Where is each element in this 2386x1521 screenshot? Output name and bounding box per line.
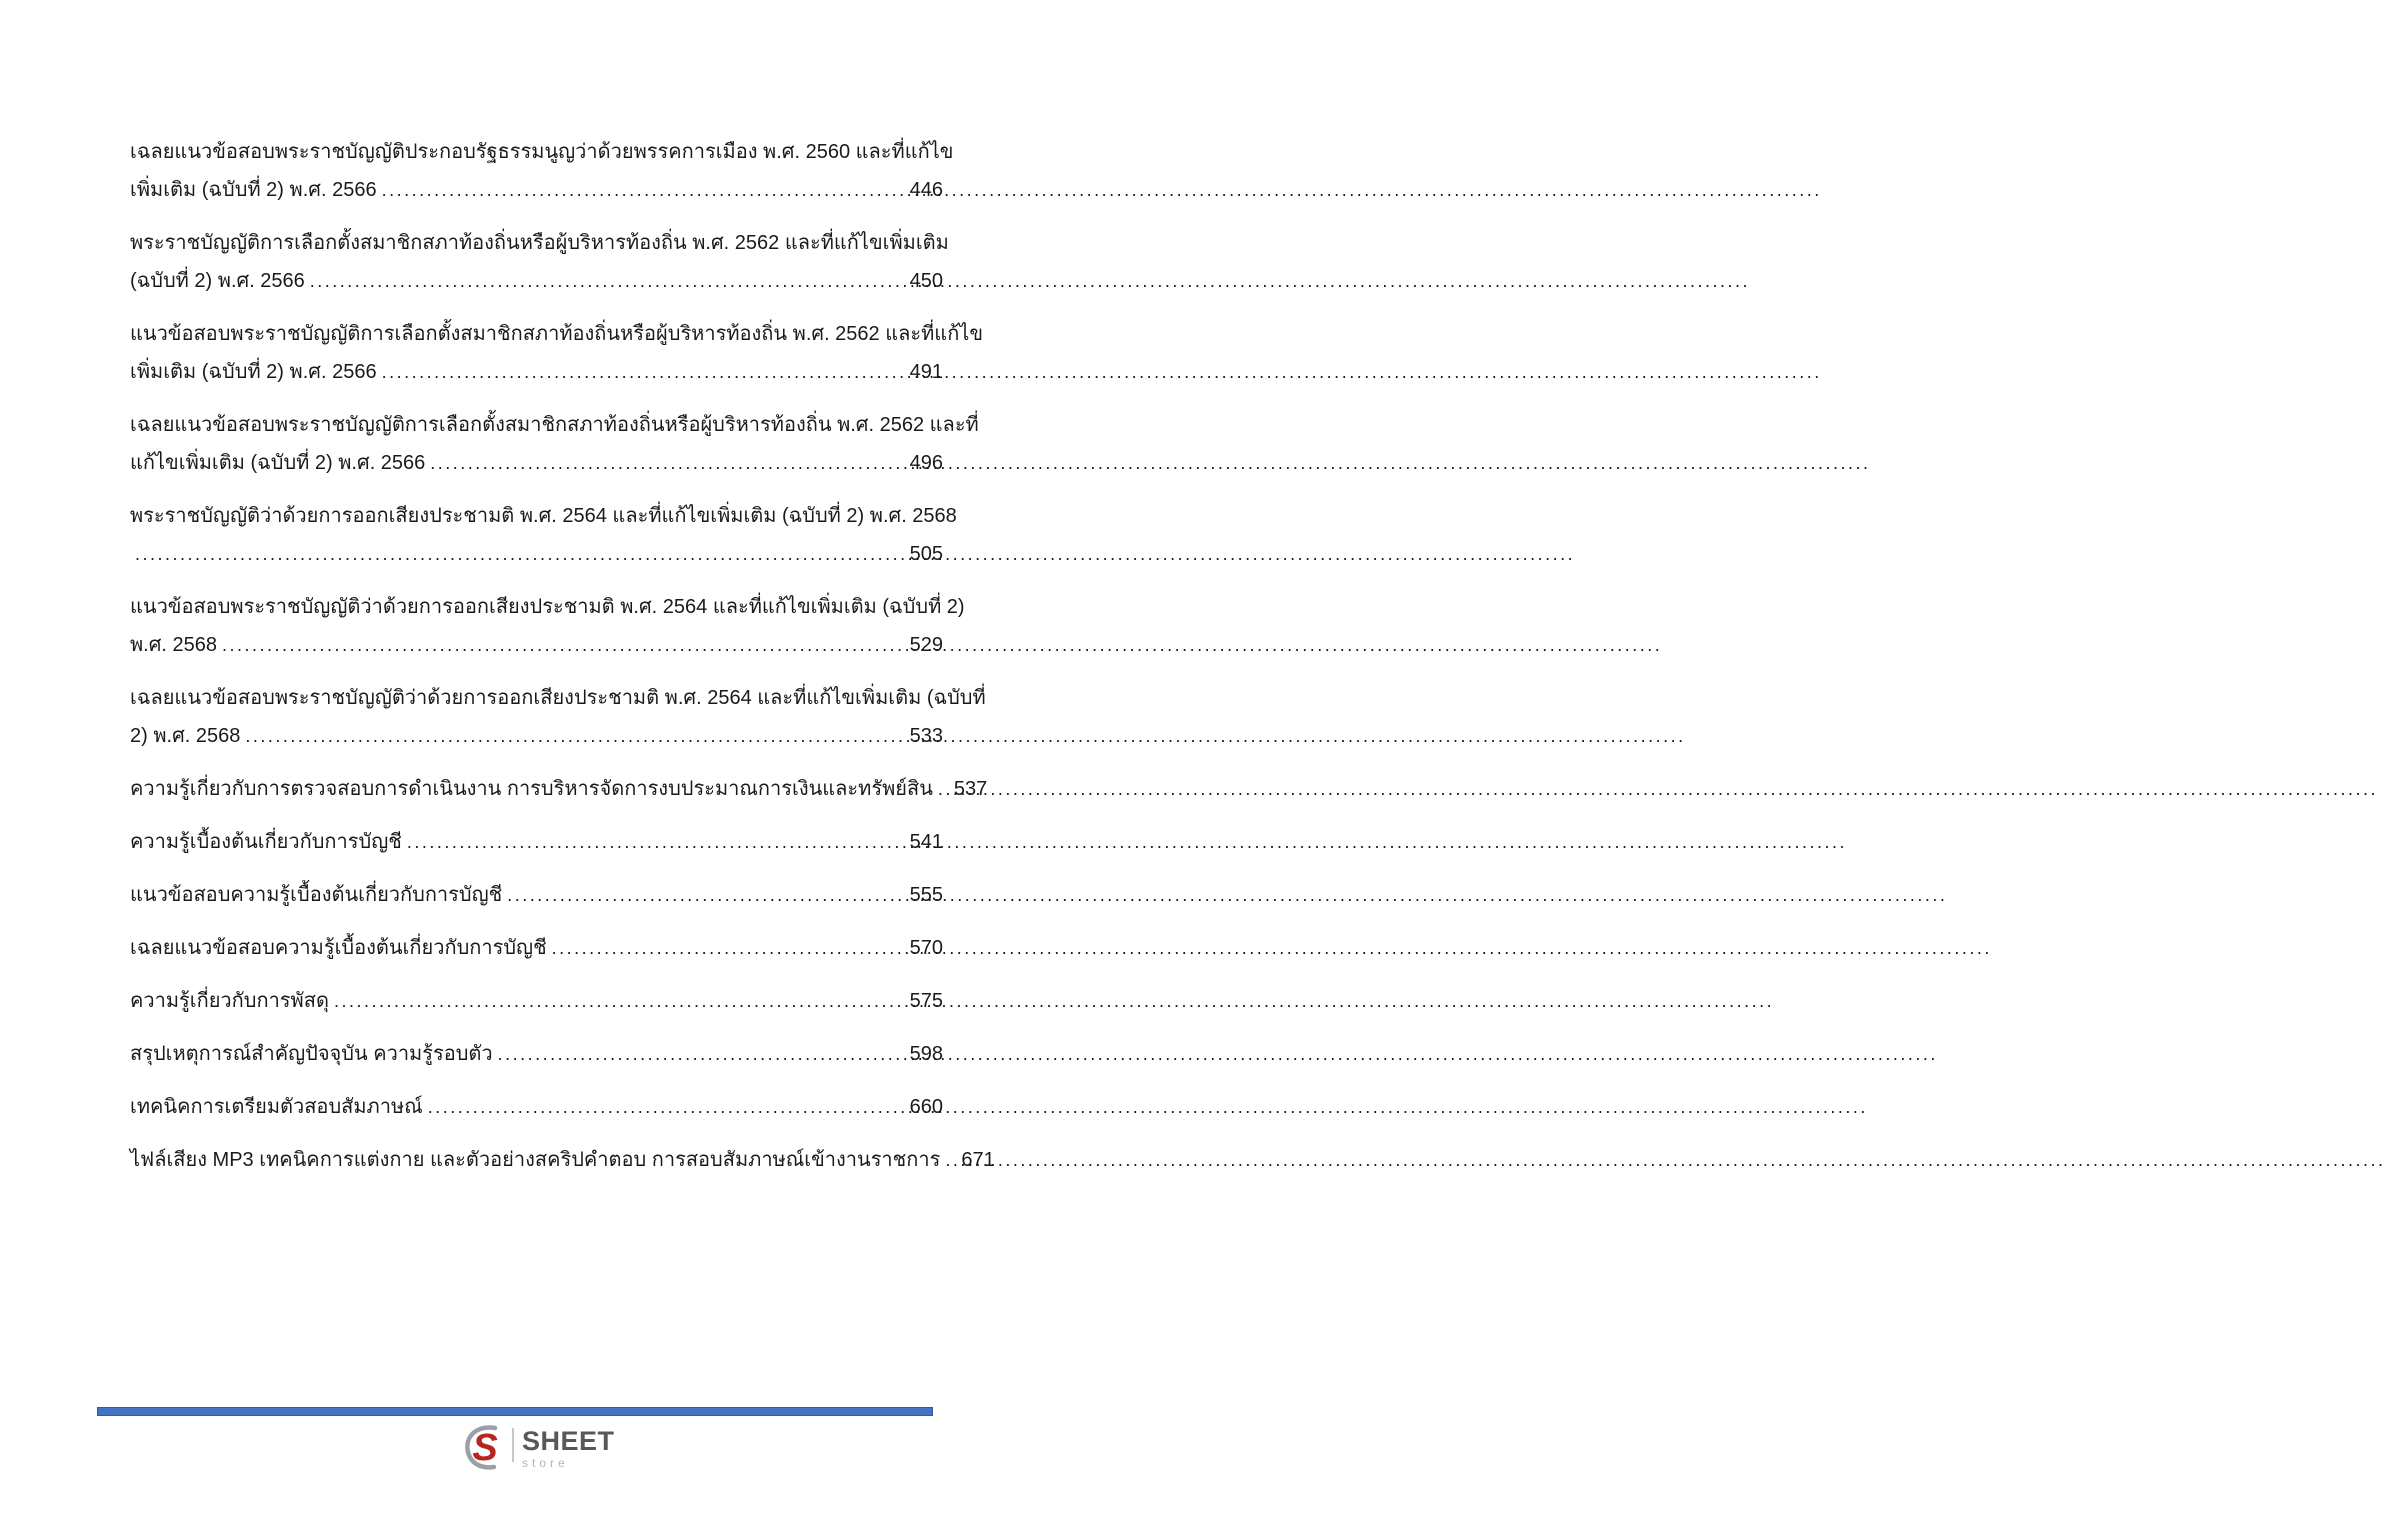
- toc-page-number: 505: [909, 543, 943, 565]
- toc-entry-line: [130, 876, 943, 914]
- toc-entry-title: พระราชบัญญัติการเลือกตั้งสมาชิกสภาท้องถิ่นหรือผู้บริหารท้องถิ่น พ.ศ. 2562 และที่แก้ไขเพิ่มเติม: [130, 232, 949, 254]
- toc-entry: [130, 1141, 995, 1179]
- toc-page-number: 598: [909, 1043, 943, 1065]
- toc-entry-title-continued: เพิ่มเติม (ฉบับที่ 2) พ.ศ. 2566: [130, 179, 377, 201]
- toc-entry-title-continued: (ฉบับที่ 2) พ.ศ. 2566: [130, 270, 305, 292]
- toc-page-number: 671: [961, 1149, 995, 1171]
- toc-page-number: 450: [909, 270, 943, 292]
- toc-entry-title: แนวข้อสอบพระราชบัญญัติการเลือกตั้งสมาชิกสภาท้องถิ่นหรือผู้บริหารท้องถิ่น พ.ศ. 2562 และที่แก้ไข: [130, 323, 984, 345]
- toc-entry-line: [130, 588, 965, 626]
- toc-entry-line: [130, 262, 943, 300]
- toc-entry-line: [130, 626, 943, 664]
- toc-entry: [130, 679, 986, 755]
- logo-divider-line: [512, 1428, 514, 1462]
- toc-entry-line: [130, 497, 957, 535]
- toc-entry-title: สรุปเหตุการณ์สำคัญปัจจุบัน ความรู้รอบตัว: [130, 1043, 493, 1065]
- toc-entry-title: ความรู้เกี่ยวกับการพัสดุ: [130, 990, 329, 1012]
- toc-entry: [130, 133, 954, 209]
- toc-page-number: 529: [909, 634, 943, 656]
- toc-entry-title: แนวข้อสอบความรู้เบื้องต้นเกี่ยวกับการบัญชี: [130, 884, 503, 906]
- toc-entry-line: [130, 133, 954, 171]
- dotted-leader: [382, 353, 904, 391]
- toc-entry-title: ความรู้เบื้องต้นเกี่ยวกับการบัญชี: [130, 831, 402, 853]
- toc-entry: [130, 929, 943, 967]
- toc-page-number: 660: [909, 1096, 943, 1118]
- toc-entry-line: [130, 353, 943, 391]
- toc-entry: [130, 823, 943, 861]
- sheet-store-s-icon: [464, 1424, 506, 1470]
- toc-entry-line: [130, 982, 943, 1020]
- toc-entry-line: [130, 1035, 943, 1073]
- dotted-leader: [507, 876, 903, 914]
- footer-divider-bar: [97, 1407, 933, 1416]
- toc-entry-line: [130, 929, 943, 967]
- logo-mark-letter: S: [472, 1427, 498, 1469]
- dotted-leader: [498, 1035, 904, 1073]
- toc-entry-line: [130, 770, 988, 808]
- dotted-leader: [428, 1088, 904, 1126]
- dotted-leader: [310, 262, 904, 300]
- dotted-leader: [407, 823, 904, 861]
- toc-entry-line: [130, 315, 984, 353]
- toc-entry: [130, 406, 979, 482]
- toc-entry-title-continued: แก้ไขเพิ่มเติม (ฉบับที่ 2) พ.ศ. 2566: [130, 452, 426, 474]
- sheet-store-logo: [464, 1424, 615, 1470]
- toc-entry-title: เฉลยแนวข้อสอบพระราชบัญญัติประกอบรัฐธรรมนูญว่าด้วยพรรคการเมือง พ.ศ. 2560 และที่แก้ไข: [130, 141, 954, 163]
- table-of-contents: [130, 133, 995, 1194]
- toc-entry-title-continued: เพิ่มเติม (ฉบับที่ 2) พ.ศ. 2566: [130, 361, 377, 383]
- toc-page-number: 533: [909, 725, 943, 747]
- toc-entry: [130, 876, 943, 914]
- dotted-leader: [334, 982, 904, 1020]
- toc-page-number: 541: [909, 831, 943, 853]
- toc-page-number: 496: [909, 452, 943, 474]
- toc-page-number: 491: [909, 361, 943, 383]
- toc-entry-title: ไฟล์เสียง MP3 เทคนิคการแต่งกาย และตัวอย่างสคริปคำตอบ การสอบสัมภาษณ์เข้างานราชการ: [130, 1149, 941, 1171]
- toc-entry-title-continued: พ.ศ. 2568: [130, 634, 218, 656]
- toc-entry-line: [130, 823, 943, 861]
- dotted-leader: [938, 770, 948, 808]
- toc-page-number: 446: [909, 179, 943, 201]
- toc-entry: [130, 224, 949, 300]
- toc-page-number: 575: [909, 990, 943, 1012]
- toc-entry: [130, 982, 943, 1020]
- toc-entry: [130, 588, 965, 664]
- toc-entry-line: [130, 1088, 943, 1126]
- toc-entry-line: [130, 1141, 995, 1179]
- toc-entry: [130, 1035, 943, 1073]
- dotted-leader: [135, 535, 904, 573]
- toc-entry-title: ความรู้เกี่ยวกับการตรวจสอบการดำเนินงาน การบริหารจัดการงบประมาณการเงินและทรัพย์สิน: [130, 778, 933, 800]
- toc-entry-line: [130, 406, 979, 444]
- dotted-leader: [945, 1141, 955, 1179]
- logo-subtitle: store: [522, 1456, 569, 1470]
- toc-entry-line: [130, 444, 943, 482]
- toc-entry: [130, 1088, 943, 1126]
- dotted-leader: [245, 717, 903, 755]
- toc-entry-title: แนวข้อสอบพระราชบัญญัติว่าด้วยการออกเสียงประชามติ พ.ศ. 2564 และที่แก้ไขเพิ่มเติม (ฉบับที่ 2): [130, 596, 965, 618]
- toc-entry-title-continued: 2) พ.ศ. 2568: [130, 725, 241, 747]
- toc-entry: [130, 497, 957, 573]
- toc-entry-title: เทคนิคการเตรียมตัวสอบสัมภาษณ์: [130, 1096, 423, 1118]
- dotted-leader: [552, 929, 904, 967]
- dotted-leader: [382, 171, 904, 209]
- logo-text: [522, 1424, 615, 1470]
- toc-entry-title: พระราชบัญญัติว่าด้วยการออกเสียงประชามติ พ.ศ. 2564 และที่แก้ไขเพิ่มเติม (ฉบับที่ 2) พ.ศ. 2568: [130, 505, 957, 527]
- toc-entry-title: เฉลยแนวข้อสอบพระราชบัญญัติการเลือกตั้งสมาชิกสภาท้องถิ่นหรือผู้บริหารท้องถิ่น พ.ศ. 2562 และที่: [130, 414, 979, 436]
- toc-entry-line: [130, 224, 949, 262]
- toc-entry-line: [130, 679, 986, 717]
- toc-page-number: 555: [909, 884, 943, 906]
- toc-entry: [130, 770, 988, 808]
- toc-entry-line: [130, 171, 943, 209]
- toc-entry-line: [130, 717, 943, 755]
- dotted-leader: [222, 626, 904, 664]
- toc-page-number: 537: [953, 778, 988, 800]
- logo-title: SHEET: [522, 1426, 615, 1456]
- toc-entry-title: เฉลยแนวข้อสอบพระราชบัญญัติว่าด้วยการออกเสียงประชามติ พ.ศ. 2564 และที่แก้ไขเพิ่มเติม (ฉบับที่: [130, 687, 986, 709]
- toc-entry-line: [130, 535, 943, 573]
- toc-entry-title: เฉลยแนวข้อสอบความรู้เบื้องต้นเกี่ยวกับการบัญชี: [130, 937, 547, 959]
- toc-entry: [130, 315, 984, 391]
- dotted-leader: [430, 444, 903, 482]
- toc-page-number: 570: [909, 937, 943, 959]
